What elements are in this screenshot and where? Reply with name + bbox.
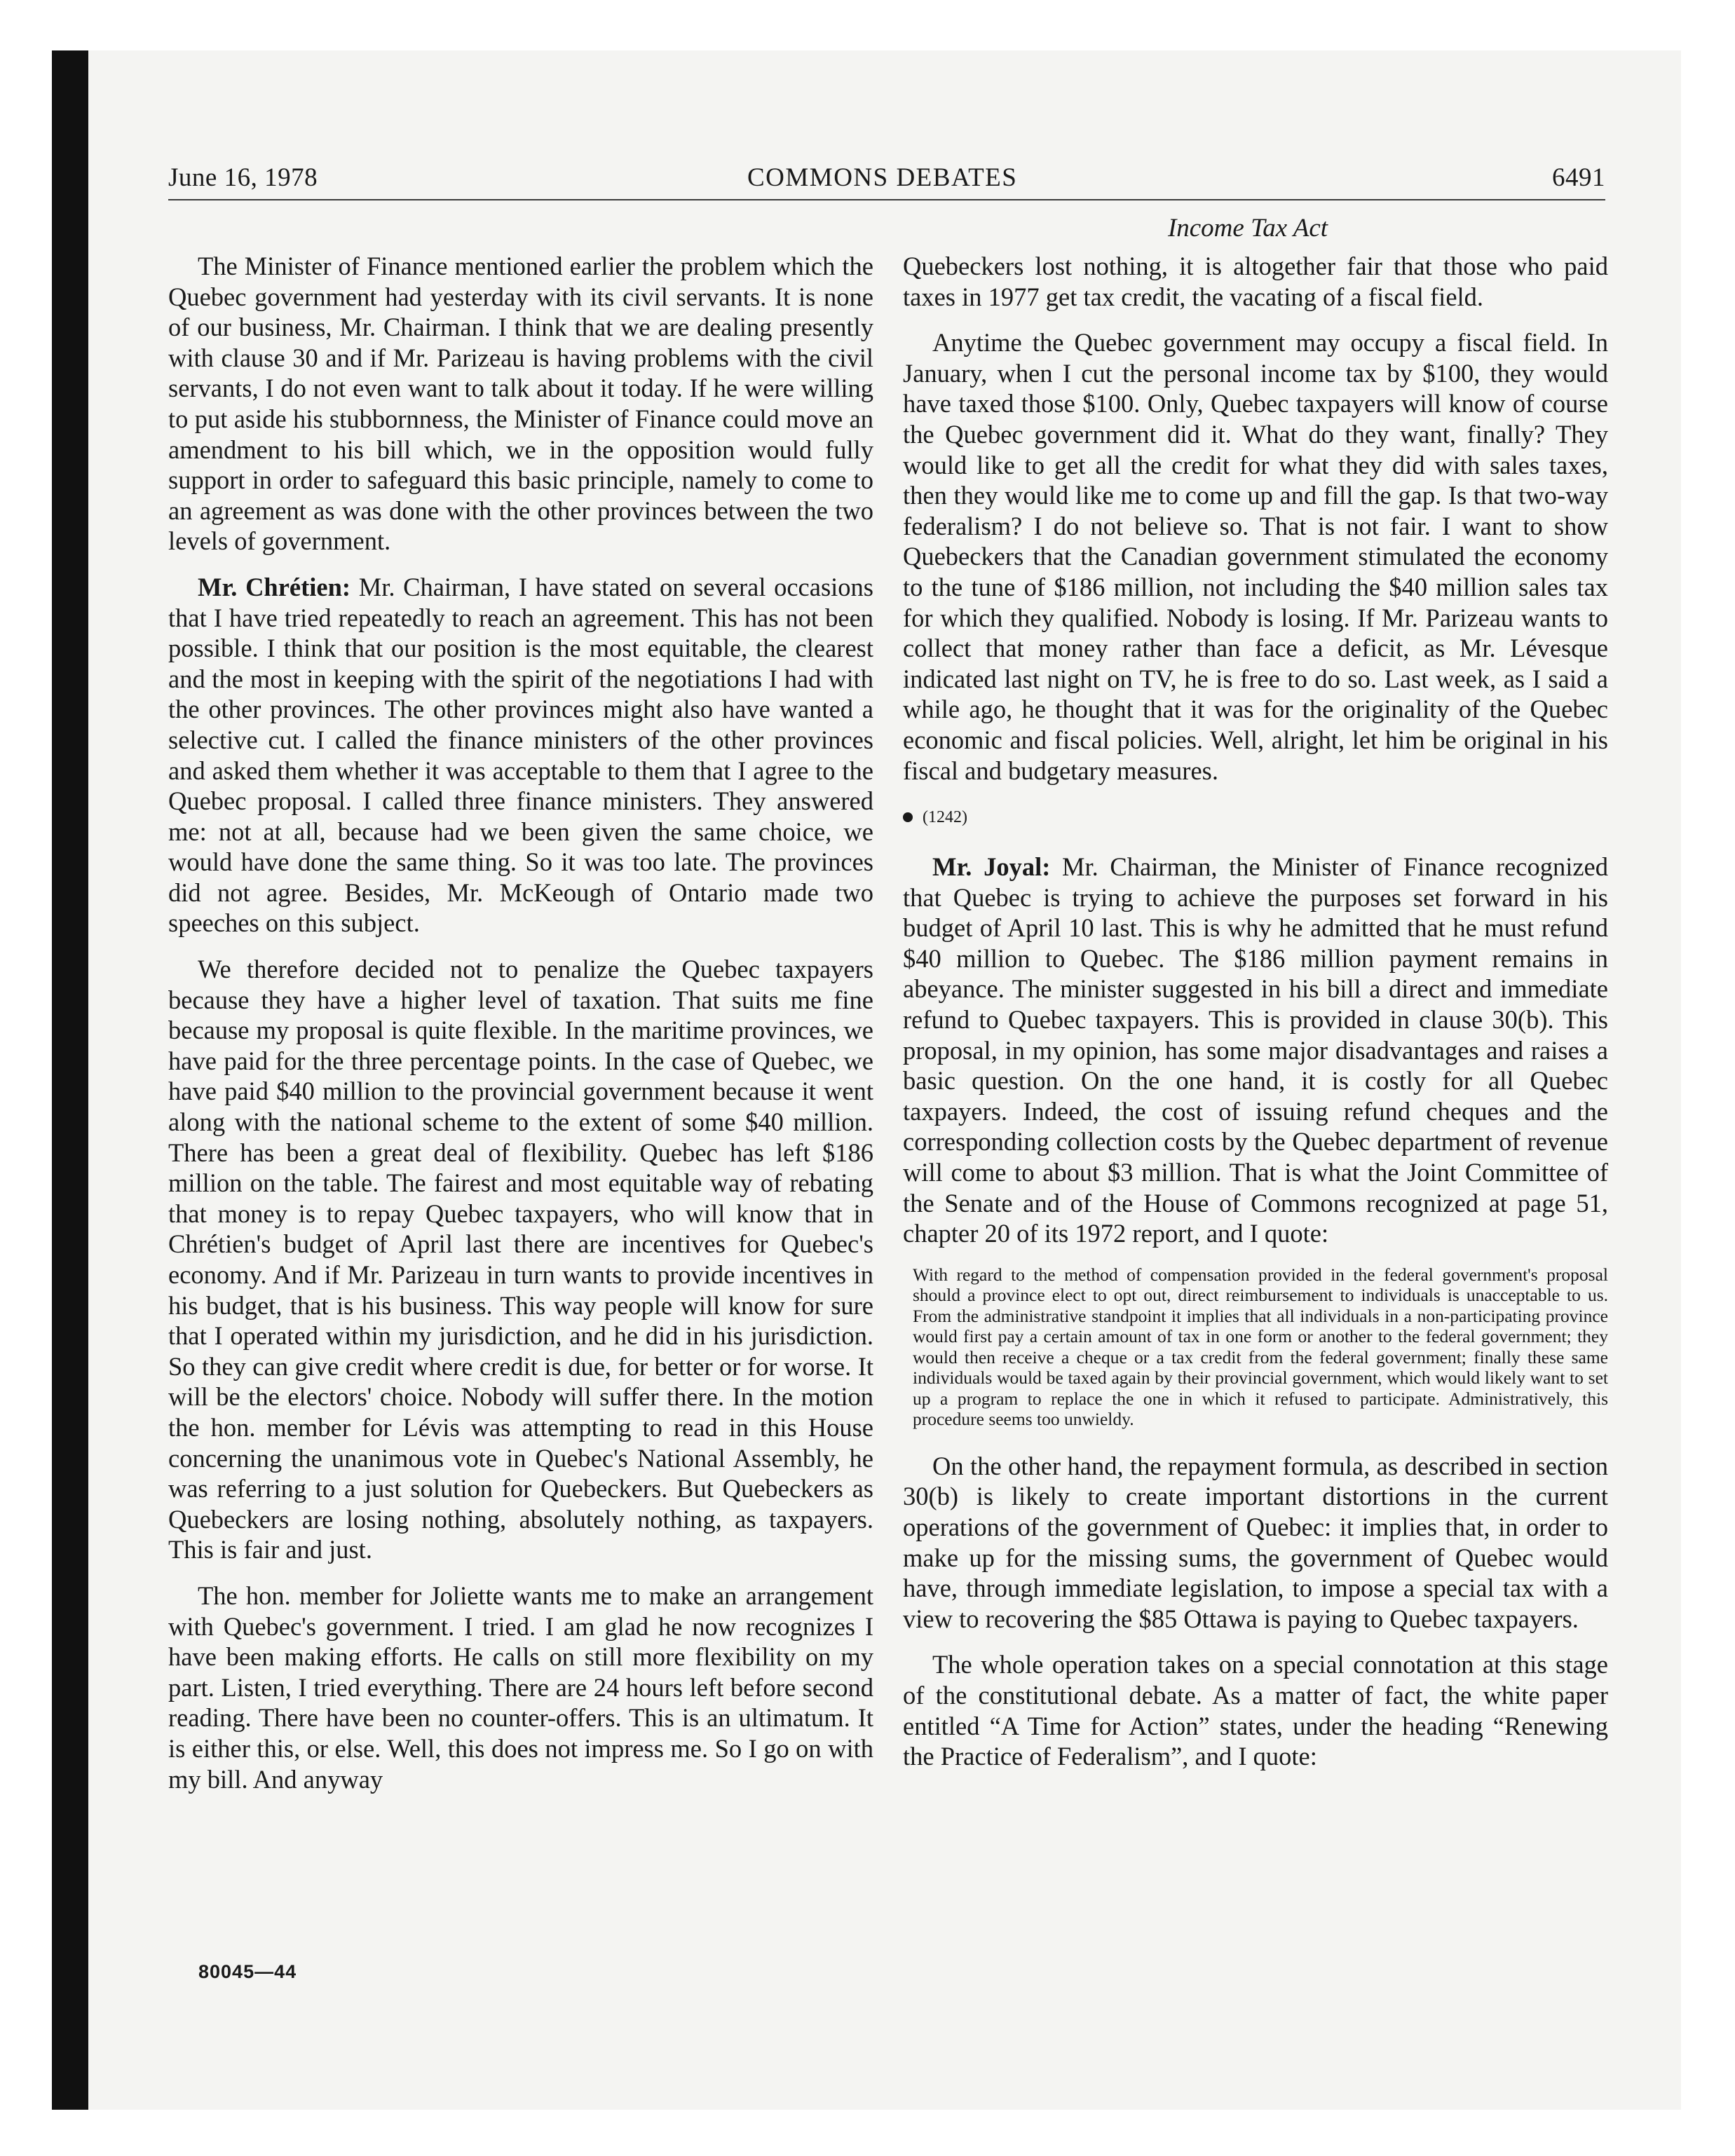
speaker-name: Mr. Chrétien: bbox=[198, 572, 351, 601]
header-rule bbox=[168, 199, 1605, 200]
header-title: COMMONS DEBATES bbox=[747, 163, 1018, 192]
speech-paragraph bbox=[903, 852, 1608, 1249]
paragraph: We therefore decided not to penalize the Quebec taxpayers because they have a higher level of taxation. That suits me fine because my proposal is quite flexible. In the maritime provinces, we have paid for the three percentage points. In the case of Quebec, we have paid $40 million to the provincial government because it went along with the national scheme to the extent of some $40 million. There has been a great deal of flexibility. Quebec has left $186 million on the table. The fairest and most equitable way of rebating that money is to repay Quebec taxpayers, who will know that in Chrétien's budget of April last there are incentives for Quebec's economy. And if Mr. Parizeau in turn wants to provide incentives in his budget, that is his business. This way people will know for sure that I operated within my jurisdiction, and he did in his jurisdiction. So they can give credit where credit is due, for better or for worse. It will be the electors' choice. Nobody will suffer there. In the motion the hon. member for Lévis was attempting to read in this House concerning the unanimous vote in Quebec's National Assembly, he was referring to a just solution for Quebeckers. But Quebeckers as Quebeckers are losing nothing, absolutely nothing, as taxpayers. This is fair and just. bbox=[168, 955, 873, 1564]
scan-edge-shadow bbox=[52, 50, 88, 2110]
speech-text: Mr. Chairman, the Minister of Finance recognized that Quebec is trying to achieve the purposes set forward in his budget of April 10 last. This is why he admitted that he must refund $40 million to Quebec. The $186 million payment remains in abeyance. The minister suggested in his bill a direct and immediate refund to Quebec taxpayers. This is provided in clause 30(b). This proposal, in my opinion, has some major disadvantages and raises a basic question. On the one hand, it is costly for all Quebec taxpayers. Indeed, the cost of issuing refund cheques and the corresponding collection costs by the Quebec department of revenue will come to about $3 million. That is what the Joint Committee of the Senate and of the House of Commons recognized at page 51, chapter 20 of its 1972 report, and I quote: bbox=[903, 852, 1608, 1248]
paragraph: The Minister of Finance mentioned earlier the problem which the Quebec government had yesterday with its civil servants. It is none of our business, Mr. Chairman. I think that we are dealing presently with clause 30 and if Mr. Parizeau is having problems with the civil servants, I do not even want to talk about it today. If he were willing to put aside his stubbornness, the Minister of Finance could move an amendment to his bill which, we in the opposition would fully support in order to safeguard this basic principle, namely to come to an agreement as was done with the other provinces between the two levels of government. bbox=[168, 252, 873, 556]
paragraph: Quebeckers lost nothing, it is altogether fair that those who paid taxes in 1977 get tax credit, the vacating of a fiscal field. bbox=[903, 252, 1608, 311]
bullet-icon bbox=[903, 812, 913, 822]
speaker-name: Mr. Joyal: bbox=[932, 852, 1051, 882]
paragraph: Anytime the Quebec government may occupy a fiscal field. In January, when I cut the personal income tax by $100, they would have taxed those $100. Only, Quebec taxpayers will know of course the Quebec government did it. What do they want, finally? They would like to get all the credit for what they did with sales taxes, then they would like me to come up and fill the gap. Is that two-way federalism? I do not believe so. That is not fair. I want to show Quebeckers that the Canadian government stimulated the economy to the tune of $186 million, not including the $40 million sales tax for which they qualified. Nobody is losing. If Mr. Parizeau wants to collect that money rather than face a deficit, as Mr. Lévesque indicated last night on TV, he is free to do so. Last week, as I said a while ago, he thought that it was for the originality of the Quebec economic and fiscal policies. Well, alright, let him be original in his fiscal and budgetary measures. bbox=[903, 328, 1608, 785]
block-quote: With regard to the method of compensation provided in the federal government's proposal should a province elect to opt out, direct reimbursement to individuals is unacceptable to us. From the administrative standpoint it implies that all individuals in a non-participating province would first pay a certain amount of tax in one form or another to the federal government; they would then receive a cheque or a tax credit from the federal government; finally these same individuals would be taxed again by their provincial government, which would likely want to set up a program to replace the one in which it refused to participate. Administratively, this procedure seems too unwieldy. bbox=[913, 1264, 1608, 1430]
running-head: Income Tax Act bbox=[1167, 214, 1328, 243]
left-column bbox=[168, 251, 873, 1810]
paragraph: The hon. member for Joliette wants me to make an arrangement with Quebec's government. I tried. I am glad he now recognizes I have been making efforts. He calls on still more flexibility on my part. Listen, I tried everything. There are 24 hours left before second reading. There have been no counter-offers. This is an ultimatum. It is either this, or else. Well, this does not impress me. So I go on with my bill. And anyway bbox=[168, 1581, 873, 1794]
footer-code: 80045—44 bbox=[198, 1961, 297, 1982]
time-marker-text: (1242) bbox=[923, 808, 967, 827]
header-date: June 16, 1978 bbox=[168, 163, 318, 192]
paragraph: The whole operation takes on a special connotation at this stage of the constitutional debate. As a matter of fact, the white paper entitled “A Time for Action” states, under the heading “Renewing the Practice of Federalism”, and I quote: bbox=[903, 1650, 1608, 1771]
right-column bbox=[903, 251, 1608, 1787]
paragraph: On the other hand, the repayment formula, as described in section 30(b) is likely to create important distortions in the current operations of the government of Quebec: it implies that, in order to make up for the missing sums, the government of Quebec would have, through immediate legislation, to impose a special tax with a view to recovering the $85 Ottawa is paying to Quebec taxpayers. bbox=[903, 1451, 1608, 1633]
header-page-number: 6491 bbox=[1552, 163, 1605, 192]
speech-paragraph bbox=[168, 572, 873, 939]
time-marker bbox=[903, 807, 1608, 828]
speech-text: Mr. Chairman, I have stated on several occasions that I have tried repeatedly to reach an agreement. This has not been possible. I think that our position is the most equitable, the clearest and the most in keeping with the spirit of the negotiations I had with the other provinces. The other provinces might also have wanted a selective cut. I called the finance ministers of the other provinces and asked them whether it was acceptable to them that I agree to the Quebec proposal. I called three finance ministers. They answered me: not at all, because had we been given the same choice, we would have done the same thing. So it was too late. The provinces did not agree. Besides, Mr. McKeough of Ontario made two speeches on this subject. bbox=[168, 572, 874, 938]
